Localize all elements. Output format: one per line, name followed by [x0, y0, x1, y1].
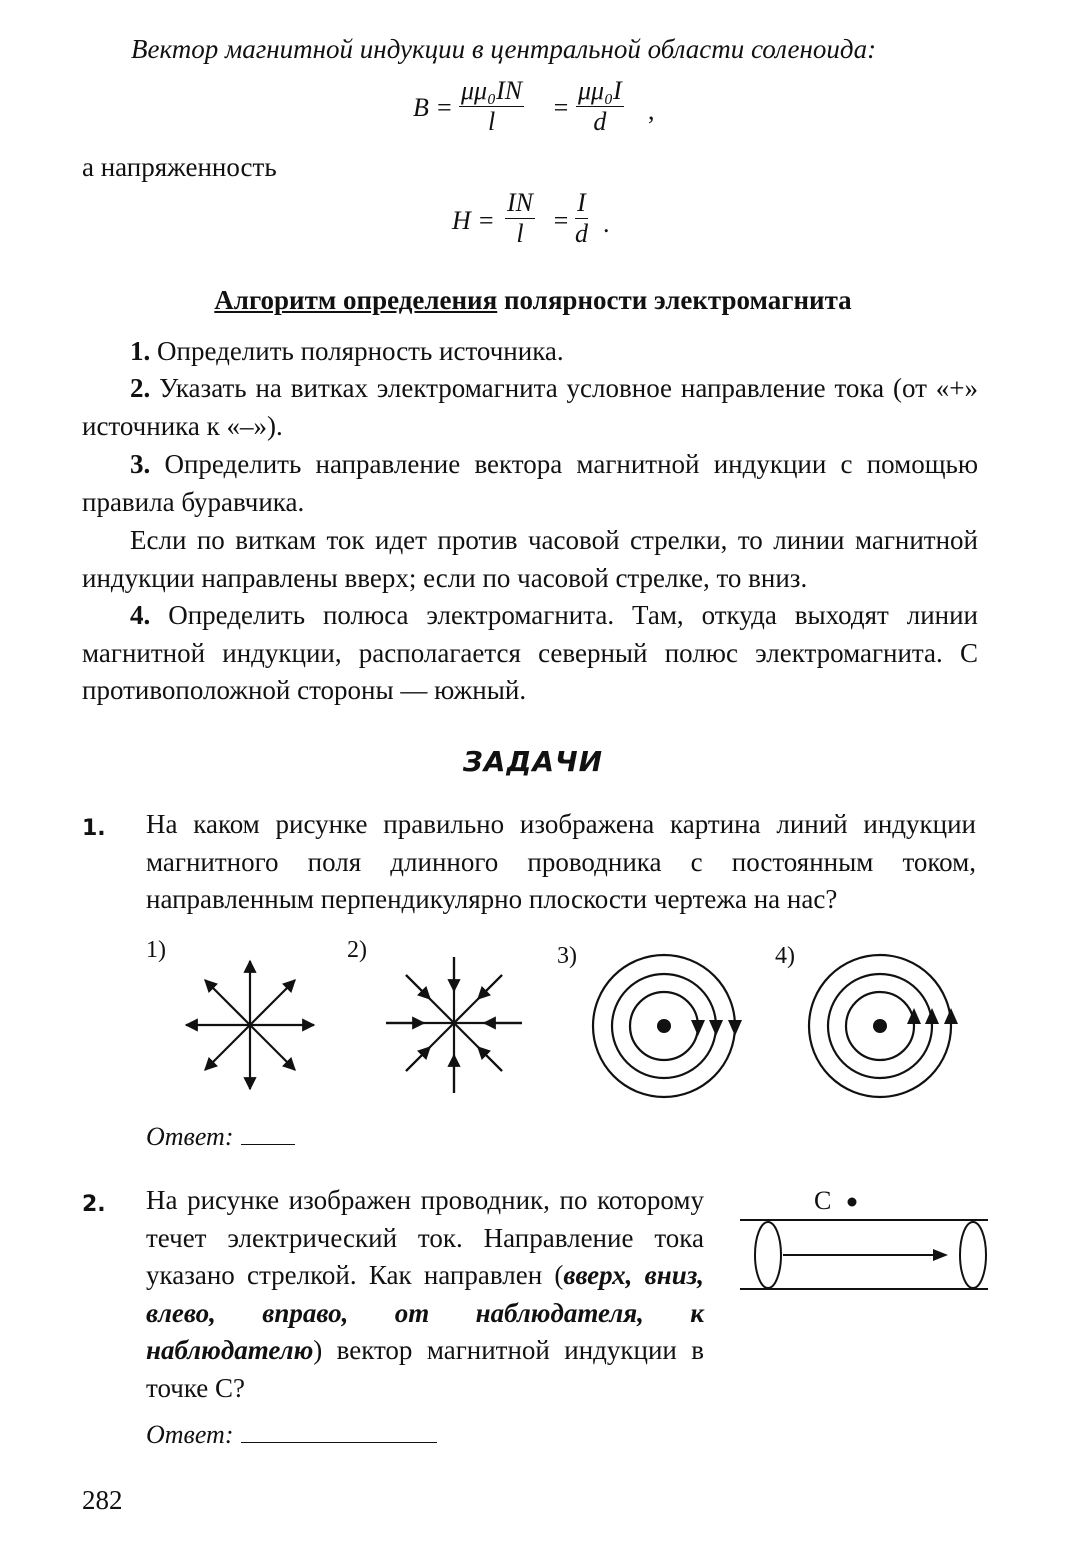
formula-h-frac1 — [505, 188, 535, 249]
algorithm-title-rest: полярности электромагнита — [497, 285, 852, 315]
tension-label: а напряженность — [82, 152, 277, 182]
step-3-num: 3. — [130, 449, 151, 479]
formula-h-tail: . — [603, 209, 610, 238]
figure-2-inward-field — [384, 955, 524, 1095]
section-title: ЗАДАЧИ — [462, 745, 604, 778]
point-c-label: С — [814, 1186, 832, 1215]
formula-b-eq: = — [552, 93, 570, 122]
algorithm-title — [0, 285, 1066, 316]
formula-b-tail: , — [648, 96, 655, 125]
step-note — [82, 522, 978, 597]
step-2 — [82, 370, 978, 445]
task1-text: На каком рисунке правильно изображена картина линий индукции магнитного поля длинного проводника с постоянным током, направленным перпендикулярно плоскости чертежа на нас? — [146, 809, 976, 914]
formula-h-frac2-den: d — [575, 219, 588, 248]
task1-answer-label: Ответ: — [146, 1122, 234, 1151]
step-1 — [82, 333, 978, 371]
step-3-text: Определить направление вектора магнитной индукции с помощью правила буравчика. — [82, 449, 978, 517]
task2-text — [146, 1182, 704, 1407]
formula-h-frac1-num: IN — [507, 188, 533, 217]
conductor-figure — [738, 1192, 998, 1292]
task2-answer-blank[interactable] — [241, 1442, 437, 1443]
step-2-text: Указать на витках электромагнита условное направление тока (от «+» источника к «–»). — [82, 373, 978, 441]
task2-answer-label: Ответ: — [146, 1420, 234, 1449]
task2-number: 2. — [82, 1192, 106, 1217]
formula-h-lhs: H = — [452, 206, 495, 235]
task2-text-after: ) вектор магнитной индукции в точке С? — [146, 1335, 704, 1403]
formula-h-frac1-den: l — [516, 219, 524, 248]
task2-text-options: вверх, вниз, влево, вправо, от наблюдателя, к наблюдателю — [146, 1260, 704, 1365]
figure-label-3: 3) — [557, 943, 577, 969]
formula-b-frac1-num: μμ₀IN — [461, 76, 523, 105]
page-number: 282 — [82, 1485, 123, 1515]
formula-b-frac2 — [576, 76, 624, 137]
point-c-dot — [848, 1198, 857, 1207]
figure-label-2: 2) — [347, 937, 367, 963]
step-4-text: Определить полюса электромагнита. Там, откуда выходят линии магнитной индукции, располагается северный полюс электромагнита. С противоположной стороны — южный. — [82, 600, 978, 705]
step-note-text: Если по виткам ток идет против часовой стрелки, то линии магнитной индукции направлены вверх; если по часовой стрелке, то вниз. — [82, 525, 978, 593]
task2-answer — [146, 1420, 437, 1450]
step-1-text: Определить полярность источника. — [150, 336, 564, 366]
step-2-num: 2. — [130, 373, 151, 403]
algorithm-title-underlined: Алгоритм определения — [214, 285, 498, 315]
step-4-num: 4. — [130, 600, 151, 630]
figure-4-circular-field-counterclockwise — [804, 948, 964, 1108]
formula-h-frac2-num: I — [575, 188, 588, 219]
figure-label-1: 1) — [146, 937, 166, 963]
figure-1-outward-field — [181, 955, 321, 1095]
figure-3-circular-field-clockwise — [588, 948, 748, 1108]
formula-b-lhs: B = — [413, 93, 453, 122]
task1-number: 1. — [82, 816, 106, 841]
step-4 — [82, 597, 978, 710]
task1-answer-blank[interactable] — [241, 1144, 295, 1145]
task1-answer — [146, 1122, 295, 1152]
task2-text-before: На рисунке изображен проводник, по которому течет электрический ток. Направление тока указано стрелкой. Как направлен ( — [146, 1185, 704, 1290]
current-arrow — [933, 1249, 948, 1261]
formula-b-frac2-den: d — [593, 107, 607, 136]
intro-line: Вектор магнитной индукции в центральной области соленоида: — [131, 34, 877, 64]
formula-b-frac1 — [459, 76, 524, 137]
step-3 — [82, 446, 978, 521]
formula-h-eq: = — [552, 206, 570, 235]
formula-h-frac2 — [575, 188, 588, 249]
formula-b-frac1-den: l — [487, 107, 496, 136]
figure-label-4: 4) — [775, 943, 795, 969]
formula-b-frac2-num: μμ₀I — [578, 76, 622, 105]
step-1-num: 1. — [130, 336, 151, 366]
